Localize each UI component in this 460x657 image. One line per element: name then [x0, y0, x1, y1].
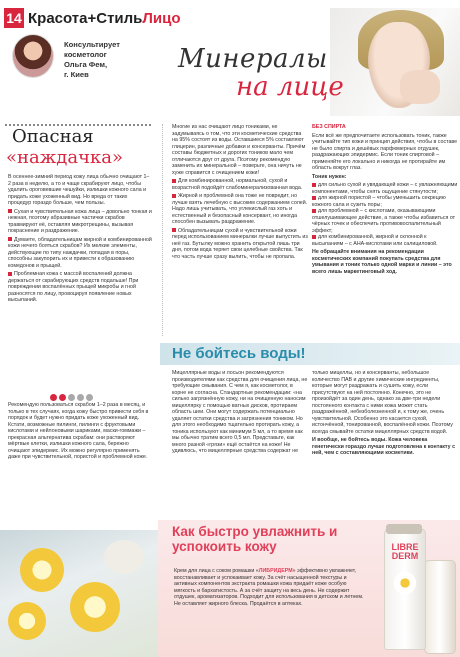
consultant-caption: Консультирует косметолог Ольга Фем, г. Киев	[64, 40, 120, 79]
product-brand: LIBRE DERM	[391, 542, 419, 561]
rubric	[28, 10, 181, 27]
section-heading-line2: «наждачка»	[6, 147, 124, 168]
micellar-article-col1	[172, 370, 308, 457]
list-heading: Тоник нужен:	[312, 173, 347, 180]
water-heading: Не бойтесь воды!	[172, 345, 306, 362]
dot	[77, 394, 84, 401]
list-item: для сильно сухой и увядающей кожи – с увлажняющими компонентами, чтобы снять ощущение стянутости;	[312, 182, 458, 195]
dot	[59, 394, 66, 401]
lemon-slice	[8, 602, 46, 640]
lemon-slice	[70, 582, 120, 632]
bullet-icon	[8, 237, 12, 241]
list-item: для жирной пористой – чтобы уменьшить секрецию кожного сала и сузить поры;	[312, 195, 446, 208]
micellar-article-col2	[312, 370, 458, 459]
paragraph: Если всё же предпочитаете использовать тоник, также учитывайте тип кожи и принцип действия, чтобы в составе не было спирта и дешёвых парфюмерных отдушек, раздражающих эпидермис. Если тоник спиртовой – применяйте его локально и никогда не протирайте им область вокруг глаз.	[312, 132, 458, 171]
rubric-main: Красота+Стиль	[28, 10, 143, 27]
dot	[86, 394, 93, 401]
consultant-avatar	[12, 34, 54, 78]
promo-text-start: Крем для лица с соком ромашки «	[174, 568, 259, 574]
scrub-article	[8, 174, 152, 306]
marketing-note: Не обращайте внимания на рекомендации косметических компаний покупать средства для умывания и тоник только одной марки и линии – это всего лишь маркетинговый ход.	[312, 249, 452, 275]
paragraph: Жирной и проблемной она тоже не повредит, но лучше взять лечебную с высоким содержанием солей. Надо лишь учитывать, что углекислый газ хоть и естественный и безопасный консервант, но иногда способен вызывать раздражение.	[172, 193, 308, 225]
bullet-icon	[312, 196, 316, 200]
bullet-icon	[312, 209, 316, 213]
list-item: для комбинированной, жирной и склонной к высыпаниям – с АНА-кислотами или салициловой.	[312, 234, 438, 247]
promo-text	[174, 568, 366, 607]
dot	[50, 394, 57, 401]
no-alcohol-article	[312, 124, 458, 277]
page-number: 14	[4, 8, 24, 28]
bullet-icon	[172, 228, 176, 232]
tube-cap	[386, 524, 422, 534]
scrub-recommendation	[8, 402, 152, 463]
lemons-photo	[0, 530, 158, 657]
bullet-icon	[172, 179, 176, 183]
paragraph: только мицеллы, но и консерванты, небольшое количество ПАВ и другие химические ингредиенты, которые могут раздражать и сушить кожу, если присутствуют на ней постоянно. Конечно, это не произойдёт за один день, однако за две-три недели постоянного контакта с ними кожа может стать раздражённой, небезболезненной и, к тому же, очень чувствительной. Особенно это касается сухой, истончённой, тонированной, воспалённой кожи. Поэтому всегда смывайте остатки мицеллярных средств водой.	[312, 370, 453, 435]
hero-hand	[400, 70, 440, 104]
chamomile-icon	[392, 570, 418, 596]
paragraph: Обладательницам сухой и чувствительной кожи перед использованием минералки лучше выпустить из неё газ. Бутылку можно хранить открытой лишь три дня, потом вода теряет свои целебные свойства. Так что часть лучше сразу вылить, чтобы не пропала.	[172, 227, 308, 260]
paragraph: Мицеллярные воды и лосьон рекомендуются производителями как средства для очищения лица, не требующие смывания. С чем я, как косметолог, в корне не согласна. Стандартные рекомендации: «на сильно загрязнённую кожу, ни на очищенную наносим мицеллярку с помощью ватных дисков, протираем область шеи. Они могут содержать потенциально удаляет остатки средства и загрязнения тоником. Но для этого необходимо тщательно протирать кожу, а тоника используют как минимум 5 мл, а то время как мы обычно тратим всего 0,5 мл. Представьте, как много разной «грязи» ещё остаётся на коже! Не удивлюсь, что мицеллярные средства содержат не	[172, 370, 308, 454]
paragraph: Многие из нас очищают лицо тониками, не задумываясь о том, что эти косметические средства на 95% состоят из воды. Оставшиеся 5% составляют глицерин, различные добавки и консерванты. Причём составы бюджетных и дорогих тоников мало чем отличаются друг от друга. Поэтому рекомендую заменить их минеральной – поверьте, она ничуть не хуже справится с очищением кожи!	[172, 124, 306, 176]
list-item: для проблемной – с кислотами, оказывающими отшелушивающее действие, а также чтобы избавиться от чёрных точек и обеспечить противовоспалительный эффект;	[312, 208, 456, 234]
promo-brand-inline: ЛИБРИДЕРМ	[258, 568, 293, 574]
section-heading-line1: Опасная	[12, 126, 94, 147]
product-tube-back	[424, 560, 456, 654]
lemon-slice	[20, 548, 64, 592]
water-note: И вообще, не бойтесь воды. Кожа человека генетически гораздо лучше подготовлена к контакту с ней, чем с составляющими косметики.	[312, 437, 456, 456]
dots-divider	[50, 388, 108, 398]
dot	[68, 394, 75, 401]
subsection-heading: БЕЗ СПИРТА	[312, 124, 346, 130]
paragraph: В осеннее-зимний период кожу лица обычно очищают 1–2 раза в неделю, а то и чаще скрабируют лицо, чтобы удалить ороговевшие чешуйки, излишки кожного сала и придать коже ухоженный вид. Но вреда от таких процедур гораздо больше, чем пользы.	[8, 174, 150, 206]
rubric-accent: Лицо	[142, 10, 181, 27]
bullet-icon	[312, 235, 316, 239]
bullet-icon	[312, 183, 316, 187]
bullet-icon	[8, 272, 12, 276]
paragraph: Для комбинированной, нормальной, сухой и возрастной подойдёт слабоминерализованная вода.	[172, 178, 303, 191]
paragraph: Сухая и чувствительная кожа лица – довольно тонкая и нежная, поэтому абразивные частички скрабов травмируют её, оставляя микротрещины, вызывая покраснение и раздражение.	[8, 208, 152, 234]
bullet-icon	[8, 209, 12, 213]
column-divider	[162, 124, 163, 336]
paragraph: Думаете, обладательницам жирной и комбинированной кожи нечего бояться скрабов? Их мелкие элементы, действующие по типу наждачки, попадая в поры, способны закупорить их и привести к образованию комедонов и прыщей.	[8, 236, 152, 269]
page-title-line2: на лице	[236, 72, 344, 102]
promo-text-end: » эффективно увлажняет, восстанавливает и успокаивает кожу. За счёт насыщенной текстуры и активных компонентов экстракта ромашки кожа придаёт коже особую мягкость и бархатистость. А за счёт защиту на весь день. Не содержит отдушек, ароматизаторов. Подходит для использования в детском и летнем. Не оставляет жирного блеска. Продаётся в аптеках.	[174, 568, 364, 607]
paragraph: Проблемная кожа с массой воспалений должна держаться от скрабирующих средств подальше! При повреждении воспалённых прыщей микробы и гной разносятся по лицу, провоцируя появление новых высыпаний.	[8, 271, 139, 303]
salt-bowl	[104, 540, 144, 574]
bullet-icon	[172, 194, 176, 198]
page-title-line1: Минералы	[178, 44, 328, 74]
paragraph: Рекомендую пользоваться скрабом 1–2 раза в месяц, и только в тех случаях, когда кожу быстро привести себя в порядок и будет нужно придать коже ухоженный вид. Кстати, возможные пилинги, пилинги с фруктовыми кислотами и нейлоновыми шариками, маски-гоммажи – прекрасная альтернатива скрабам: они растворяют мёртвые клетки, излишки кожного сала, бережно очищают эпидермис. Их можно регулярно применять даже при чувствительной, пористой и проблемной коже.	[8, 402, 149, 460]
tonic-article	[172, 124, 308, 262]
promo-heading: Как быстро увлажнить и успокоить кожу	[172, 524, 338, 554]
